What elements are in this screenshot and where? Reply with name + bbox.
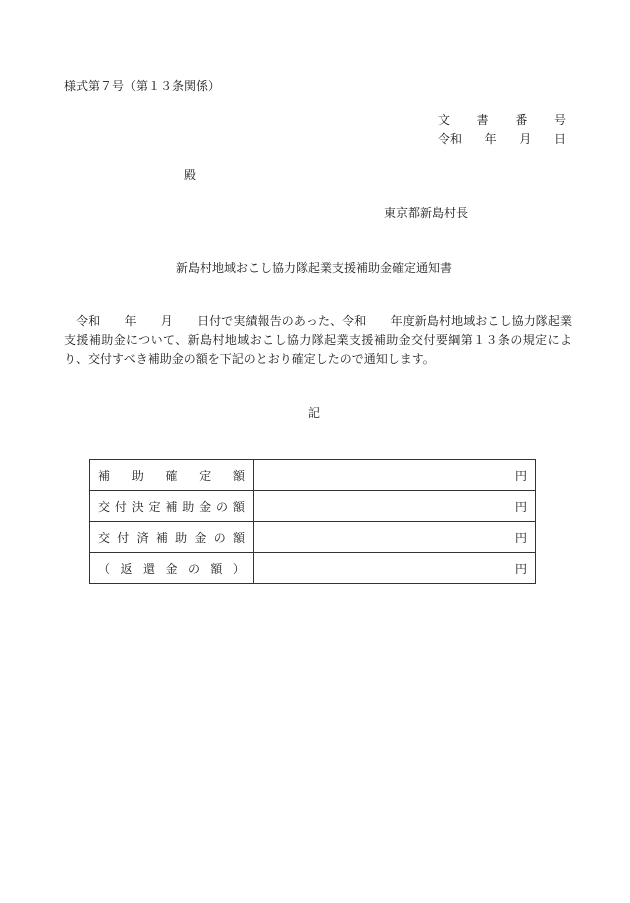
row-label-char: の (216, 499, 229, 514)
row-label-char: の (213, 530, 226, 545)
row-label-char: （ (98, 561, 111, 576)
row-label-char: の (187, 561, 200, 576)
document-title: 新島村地域おこし協力隊起業支援補助金確定通知書 (176, 261, 453, 275)
table-row (90, 553, 536, 584)
row-label-char: 済 (136, 530, 149, 545)
document-number-char: 号 (553, 113, 566, 127)
row-label (90, 460, 254, 491)
document-date-char: 月 (519, 132, 532, 146)
sender: 東京都新島村長 (384, 206, 469, 220)
row-label-char: 返 (120, 561, 133, 576)
row-label-char: 付 (117, 530, 130, 545)
body-text: 令和 年 月 日付で実績報告のあった、令和 年度新島村地域おこし協力隊起業支援補助金について、新島村地域おこし協力隊起業支援補助金交付要綱第１３条の規定により、交付すべき補助金の額を下記のとおり確定したので通知します。 (64, 314, 572, 366)
row-label-char: 金 (199, 499, 212, 514)
document-date-char: 日 (553, 132, 566, 146)
row-label-char: 額 (210, 561, 223, 576)
amount-cell (254, 553, 536, 584)
row-label-char: ） (232, 561, 245, 576)
row-label-char: 確 (165, 468, 178, 483)
yen-unit: 円 (514, 561, 527, 576)
row-label (90, 491, 254, 522)
row-label-char: 額 (232, 530, 245, 545)
table-row (90, 491, 536, 522)
document-date-char: 年 (484, 132, 497, 146)
row-label-char: 金 (194, 530, 207, 545)
row-label-char: 補 (155, 530, 168, 545)
row-label-char: 交 (98, 499, 111, 514)
row-label-char: 助 (182, 499, 195, 514)
row-label-char: 定 (148, 499, 161, 514)
row-label-char: 交 (98, 530, 111, 545)
row-label-char: 還 (142, 561, 155, 576)
yen-unit: 円 (514, 499, 527, 514)
row-label-char: 定 (199, 468, 212, 483)
yen-unit: 円 (514, 468, 527, 483)
table-row (90, 460, 536, 491)
row-label (90, 553, 254, 584)
row-label-char: 助 (175, 530, 188, 545)
document-number-char: 番 (515, 113, 528, 127)
amount-cell (254, 491, 536, 522)
addressee: 殿 (184, 168, 197, 182)
row-label-char: 決 (131, 499, 144, 514)
document-number-char: 書 (476, 113, 489, 127)
row-label (90, 522, 254, 553)
document-date (438, 131, 566, 147)
form-number: 様式第７号（第１３条関係） (64, 79, 221, 93)
row-label-char: 補 (165, 499, 178, 514)
document-number (438, 112, 566, 128)
ki-marker: 記 (308, 406, 321, 420)
row-label-char: 付 (114, 499, 127, 514)
amount-cell (254, 522, 536, 553)
row-label-char: 補 (98, 468, 111, 483)
table-row (90, 522, 536, 553)
row-label-char: 金 (165, 561, 178, 576)
row-label-char: 額 (232, 499, 245, 514)
document-number-char: 文 (438, 113, 451, 127)
document-date-char: 令和 (438, 132, 463, 146)
amount-table (89, 459, 536, 584)
yen-unit: 円 (514, 530, 527, 545)
row-label-char: 額 (232, 468, 245, 483)
row-label-char: 助 (131, 468, 144, 483)
amount-cell (254, 460, 536, 491)
